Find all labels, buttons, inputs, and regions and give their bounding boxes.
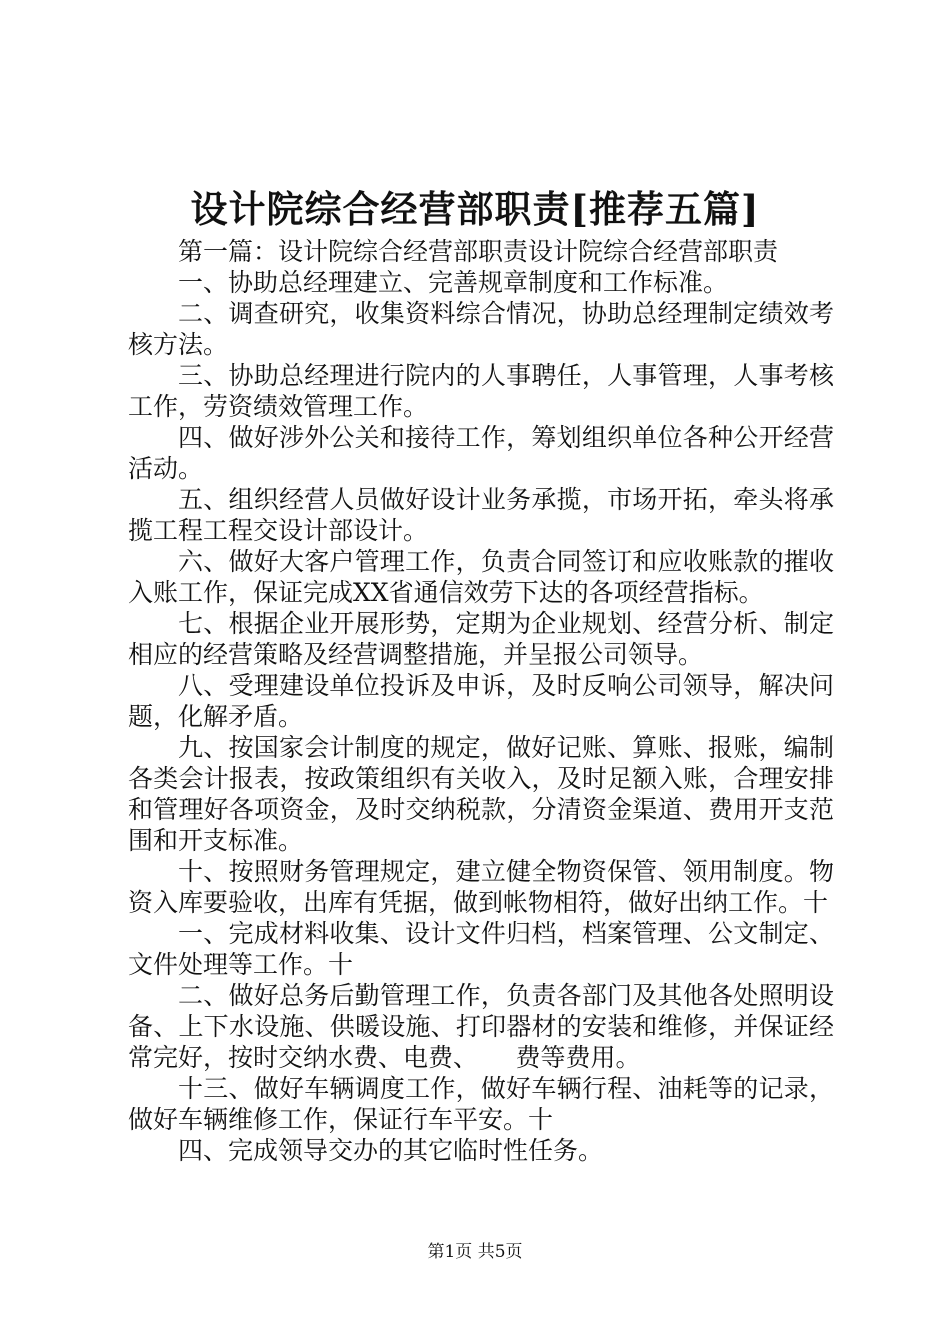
paragraph: 一、协助总经理建立、完善规章制度和工作标准。 bbox=[178, 268, 729, 297]
paragraph: 二、调查研究，收集资料综合情况，协助总经理制定绩效考核方法。 bbox=[128, 299, 834, 359]
paragraph: 九、按国家会计制度的规定，做好记账、算账、报账，编制各类会计报表，按政策组织有关收入，及时足额入账，合理安排和管理好各项资金，及时交纳税款，分清资金渠道、费用开支范围和开支标准。 bbox=[128, 733, 834, 855]
paragraph: 四、做好涉外公关和接待工作，筹划组织单位各种公开经营活动。 bbox=[128, 423, 834, 483]
document-title: 设计院综合经营部职责[推荐五篇] bbox=[190, 187, 760, 231]
paragraph: 四、完成领导交办的其它临时性任务。 bbox=[178, 1136, 604, 1165]
paragraph: 第一篇：设计院综合经营部职责设计院综合经营部职责 bbox=[178, 237, 779, 266]
paragraph: 八、受理建设单位投诉及申诉，及时反响公司领导，解决问题，化解矛盾。 bbox=[128, 671, 834, 731]
paragraph: 二、做好总务后勤管理工作，负责各部门及其他各处照明设备、上下水设施、供暖设施、打印器材的安装和维修，并保证经常完好，按时交纳水费、电费、 费等费用。 bbox=[128, 981, 834, 1072]
paragraph: 七、根据企业开展形势，定期为企业规划、经营分析、制定相应的经营策略及经营调整措施，并呈报公司领导。 bbox=[128, 609, 834, 669]
paragraph: 十三、做好车辆调度工作，做好车辆行程、油耗等的记录，做好车辆维修工作，保证行车平安。十 bbox=[128, 1074, 834, 1134]
paragraph: 三、协助总经理进行院内的人事聘任，人事管理，人事考核工作，劳资绩效管理工作。 bbox=[128, 361, 834, 421]
document-body bbox=[128, 236, 834, 1166]
paragraph: 一、完成材料收集、设计文件归档，档案管理、公文制定、文件处理等工作。十 bbox=[128, 919, 834, 979]
paragraph: 五、组织经营人员做好设计业务承揽，市场开拓，牵头将承揽工程工程交设计部设计。 bbox=[128, 485, 834, 545]
page-footer: 第1页 共5页 bbox=[427, 1242, 523, 1262]
paragraph: 十、按照财务管理规定，建立健全物资保管、领用制度。物资入库要验收，出库有凭据，做到帐物相符，做好出纳工作。十 bbox=[128, 857, 834, 917]
paragraph: 六、做好大客户管理工作，负责合同签订和应收账款的摧收入账工作，保证完成XX省通信效劳下达的各项经营指标。 bbox=[128, 547, 834, 607]
